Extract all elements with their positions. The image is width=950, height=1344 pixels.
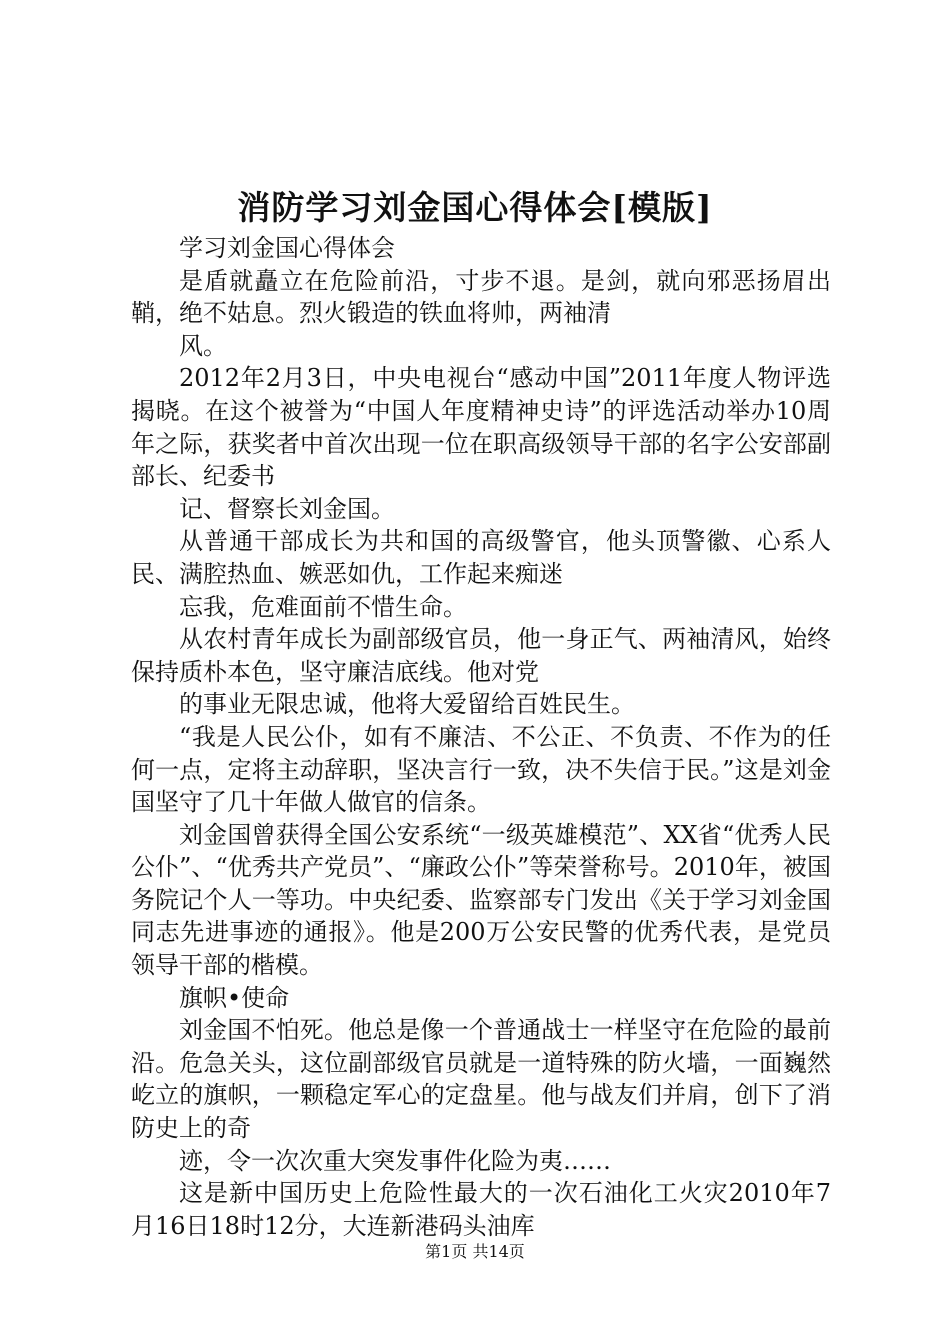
page-footer: 第1页 共14页 bbox=[425, 1242, 525, 1261]
paragraph: 记、督察长刘金国。 bbox=[179, 494, 395, 523]
paragraph: 2012年2月3日，中央电视台“感动中国”2011年度人物评选揭晓。在这个被誉为“中国人年度精神史诗”的评选活动举办10周年之际，获奖者中首次出现一位在职高级领导干部的名字公安部副部长、纪委书 bbox=[131, 364, 831, 491]
paragraph: 刘金国不怕死。他总是像一个普通战士一样坚守在危险的最前沿。危急关头，这位副部级官员就是一道特殊的防火墙，一面巍然屹立的旗帜，一颗稳定军心的定盘星。他与战友们并肩，创下了消防史上的奇 bbox=[131, 1016, 831, 1143]
paragraph: 风。 bbox=[179, 331, 227, 360]
paragraph: 的事业无限忠诚，他将大爱留给百姓民生。 bbox=[179, 690, 635, 719]
paragraph: 刘金国曾获得全国公安系统“一级英雄模范”、XX省“优秀人民公仆”、“优秀共产党员”、“廉政公仆”等荣誉称号。2010年，被国务院记个人一等功。中央纪委、监察部专门发出《关于学习刘金国同志先进事迹的通报》。他是200万公安民警的优秀代表，是党员领导干部的楷模。 bbox=[131, 820, 831, 980]
paragraph: 迹，令一次次重大突发事件化险为夷…… bbox=[179, 1146, 611, 1175]
document-title: 消防学习刘金国心得体会[模版] bbox=[237, 188, 713, 227]
paragraph: 忘我，危难面前不惜生命。 bbox=[179, 592, 467, 621]
paragraph: 是盾就矗立在危险前沿，寸步不退。是剑，就向邪恶扬眉出鞘，绝不姑息。烈火锻造的铁血将帅，两袖清 bbox=[131, 266, 831, 328]
paragraph: 这是新中国历史上危险性最大的一次石油化工火灾2010年7月16日18时12分，大连新港码头油库 bbox=[131, 1179, 831, 1240]
document-body bbox=[131, 232, 831, 1242]
paragraph: 学习刘金国心得体会 bbox=[179, 234, 395, 262]
paragraph: 从普通干部成长为共和国的高级警官，他头顶警徽、心系人民、满腔热血、嫉恶如仇，工作起来痴迷 bbox=[131, 527, 831, 588]
paragraph: 从农村青年成长为副部级官员，他一身正气、两袖清风，始终保持质朴本色，坚守廉洁底线。他对党 bbox=[131, 625, 831, 686]
section-heading: 旗帜•使命 bbox=[179, 983, 290, 1012]
paragraph: “我是人民公仆，如有不廉洁、不公正、不负责、不作为的任何一点，定将主动辞职，坚决言行一致，决不失信于民。”这是刘金国坚守了几十年做人做官的信条。 bbox=[131, 722, 831, 817]
